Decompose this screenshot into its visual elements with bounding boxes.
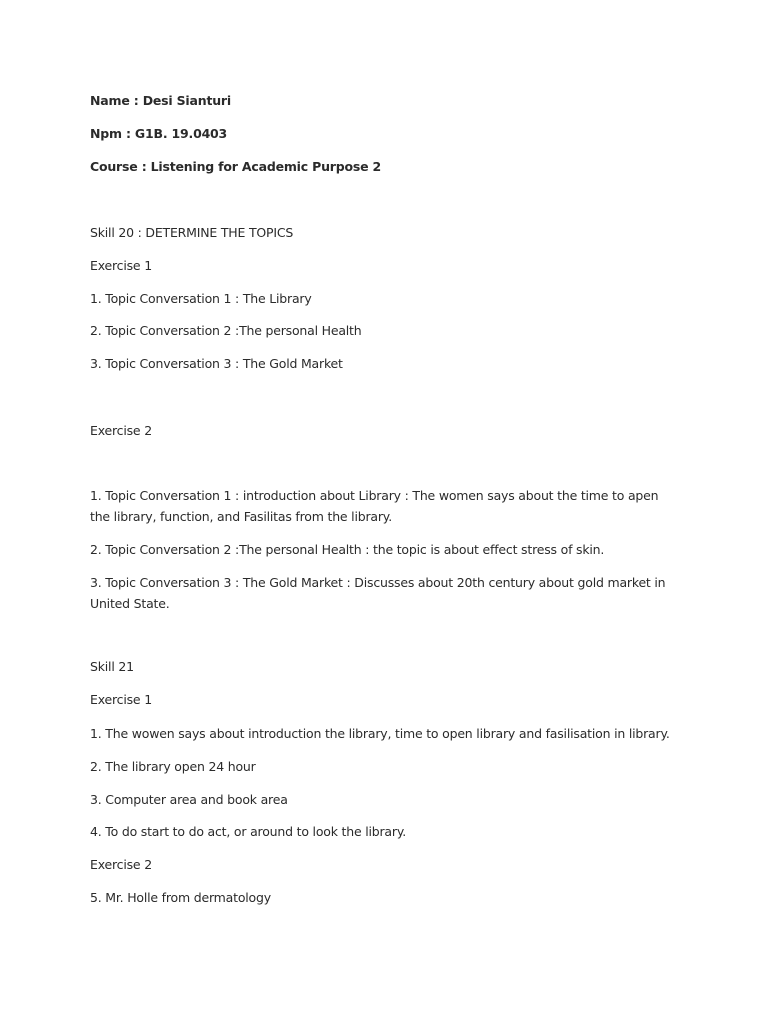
list-item: 3. Computer area and book area	[90, 792, 288, 807]
list-item: 2. The library open 24 hour	[90, 759, 256, 774]
course-title: Course : Listening for Academic Purpose 2	[90, 159, 382, 174]
list-item: 2. Topic Conversation 2 :The personal Health	[90, 323, 362, 338]
student-npm: Npm : G1B. 19.0403	[90, 126, 228, 141]
skill20-exercise2-heading: Exercise 2	[90, 423, 152, 438]
list-item: 4. To do start to do act, or around to look the library.	[90, 824, 407, 839]
skill20-heading: Skill 20 : DETERMINE THE TOPICS	[90, 225, 294, 240]
list-item: 1. Topic Conversation 1 : introduction about Library : The women says about the time to apen the library, function, and Fasilitas from the library.	[90, 488, 659, 524]
list-item: 2. Topic Conversation 2 :The personal Health : the topic is about effect stress of skin.	[90, 542, 605, 557]
skill20-exercise1-heading: Exercise 1	[90, 258, 152, 273]
skill21-exercise2-heading: Exercise 2	[90, 857, 152, 872]
student-name: Name : Desi Sianturi	[90, 93, 231, 108]
list-item: 1. Topic Conversation 1 : The Library	[90, 291, 312, 306]
skill21-exercise1-heading: Exercise 1	[90, 692, 152, 707]
list-item: 5. Mr. Holle from dermatology	[90, 890, 271, 905]
list-item: 3. Topic Conversation 3 : The Gold Market	[90, 356, 343, 371]
list-item: 1. The wowen says about introduction the library, time to open library and fasilisation in library.	[90, 726, 670, 741]
list-item: 3. Topic Conversation 3 : The Gold Market : Discusses about 20th century about gold market in United State.	[90, 575, 666, 611]
skill21-heading: Skill 21	[90, 659, 134, 674]
